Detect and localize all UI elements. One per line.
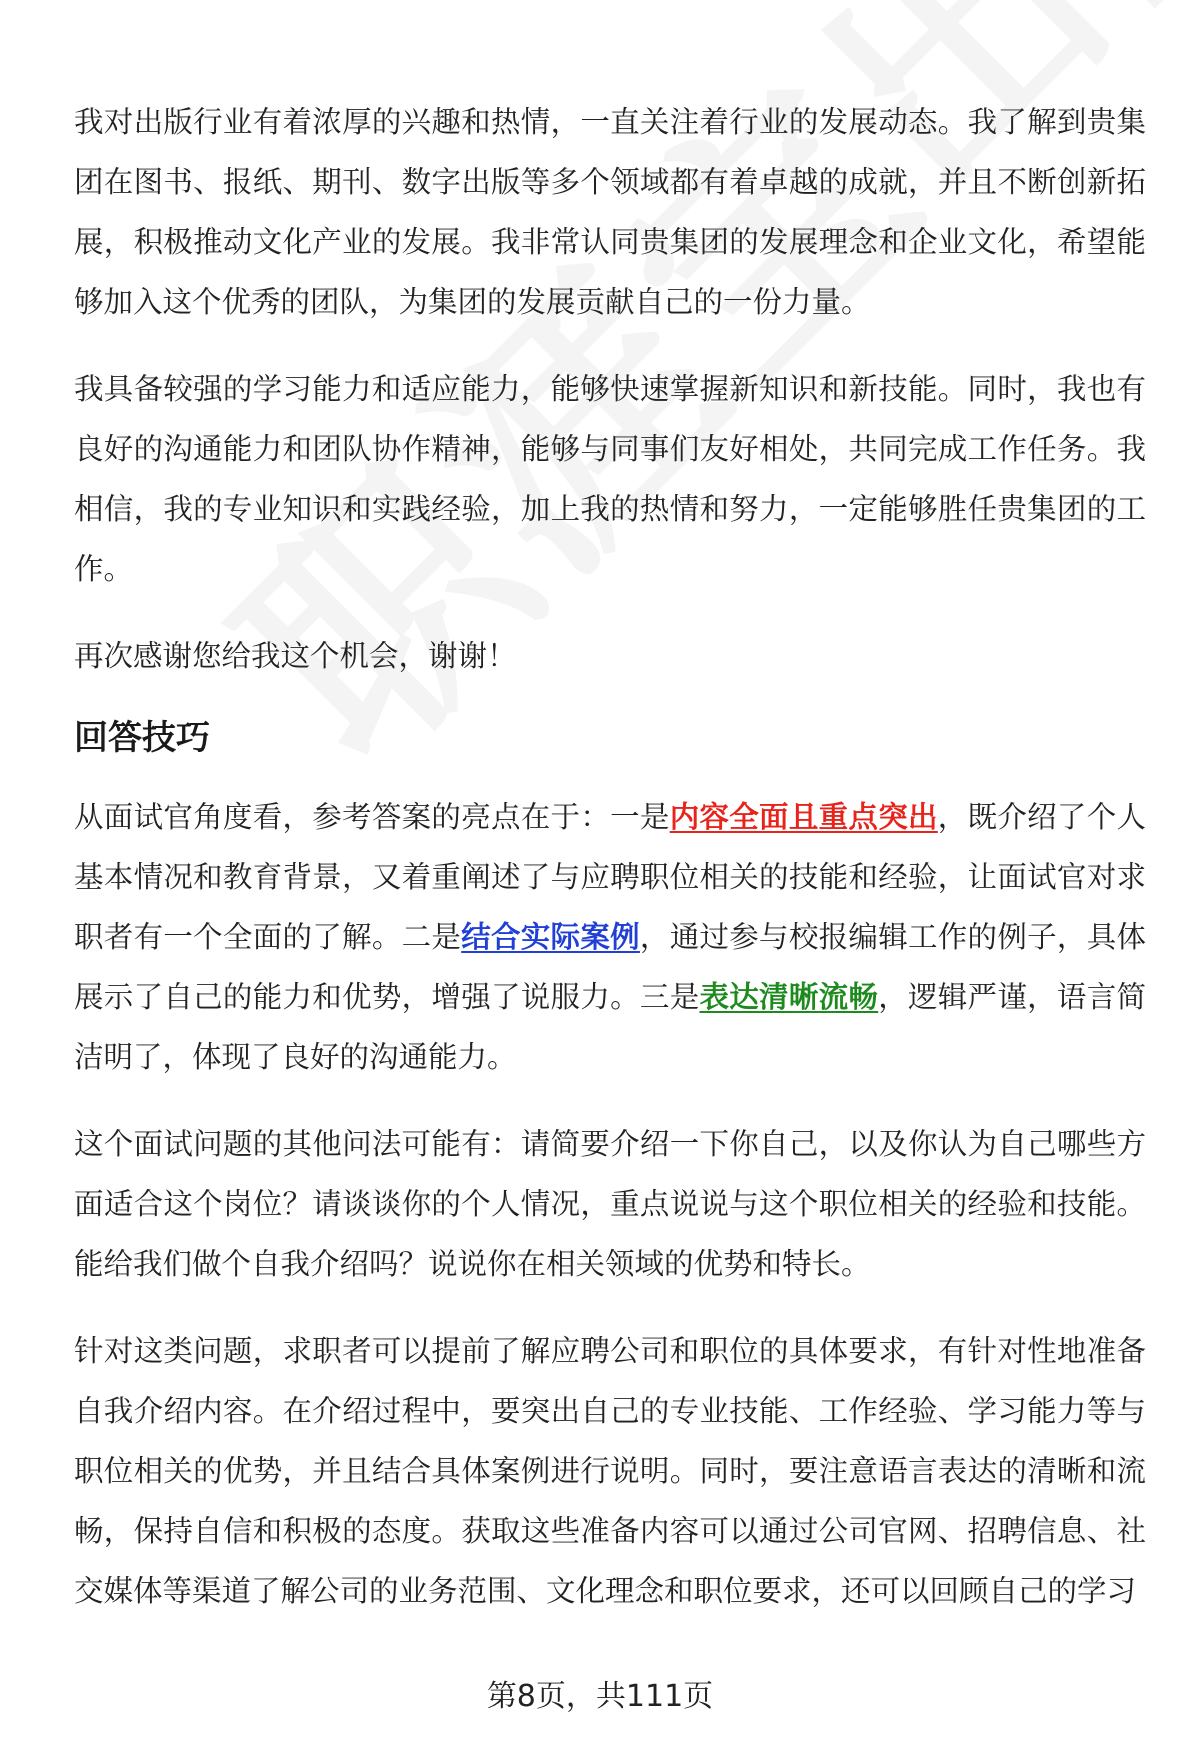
paragraph-abilities: 我具备较强的学习能力和适应能力，能够快速掌握新知识和新技能。同时，我也有良好的沟通能力和团队协作精神，能够与同事们友好相处，共同完成工作任务。我相信，我的专业知识和实践经验，加上我的热情和努力，一定能够胜任贵集团的工作。 bbox=[74, 372, 1146, 586]
paragraph-alternative-questions: 这个面试问题的其他问法可能有：请简要介绍一下你自己，以及你认为自己哪些方面适合这个岗位？请谈谈你的个人情况，重点说说与这个职位相关的经验和技能。能给我们做个自我介绍吗？说说你在相关领域的优势和特长。 bbox=[74, 1127, 1146, 1281]
tips-text-3: ，通过参与校报编辑工作的例子，具体展示了自己的能力和优势，增强了说服力。三是 bbox=[74, 920, 1146, 1014]
section-title: 回答技巧 bbox=[74, 718, 210, 758]
highlight-case-examples: 结合实际案例 bbox=[461, 920, 640, 954]
page-number-footer: 第8页，共111页 bbox=[486, 1679, 714, 1714]
paragraph-thanks: 再次感谢您给我这个机会，谢谢！ bbox=[74, 639, 517, 673]
page-content bbox=[74, 92, 1146, 1648]
tips-text-2: ，既介绍了个人基本情况和教育背景，又着重阐述了与应聘职位相关的技能和经验，让面试官对求职者有一个全面的了解。二是 bbox=[74, 800, 1146, 954]
paragraph-interest: 我对出版行业有着浓厚的兴趣和热情，一直关注着行业的发展动态。我了解到贵集团在图书、报纸、期刊、数字出版等多个领域都有着卓越的成就，并且不断创新拓展，积极推动文化产业的发展。我非常认同贵集团的发展理念和企业文化，希望能够加入这个优秀的团队，为集团的发展贡献自己的一份力量。 bbox=[74, 105, 1146, 319]
tips-text-1: 从面试官角度看，参考答案的亮点在于：一是 bbox=[74, 800, 670, 834]
highlight-clear-expression: 表达清晰流畅 bbox=[699, 980, 879, 1014]
highlight-comprehensive: 内容全面且重点突出 bbox=[669, 800, 938, 834]
tips-text-4: ，逻辑严谨，语言简洁明了，体现了良好的沟通能力。 bbox=[74, 980, 1146, 1074]
paragraph-preparation: 针对这类问题，求职者可以提前了解应聘公司和职位的具体要求，有针对性地准备自我介绍内容。在介绍过程中，要突出自己的专业技能、工作经验、学习能力等与职位相关的优势，并且结合具体案例进行说明。同时，要注意语言表达的清晰和流畅，保持自信和积极的态度。获取这些准备内容可以通过公司官网、招聘信息、社交媒体等渠道了解公司的业务范围、文化理念和职位要求，还可以回顾自己的学习 bbox=[74, 1334, 1146, 1608]
paragraph-tips bbox=[74, 787, 1146, 1087]
